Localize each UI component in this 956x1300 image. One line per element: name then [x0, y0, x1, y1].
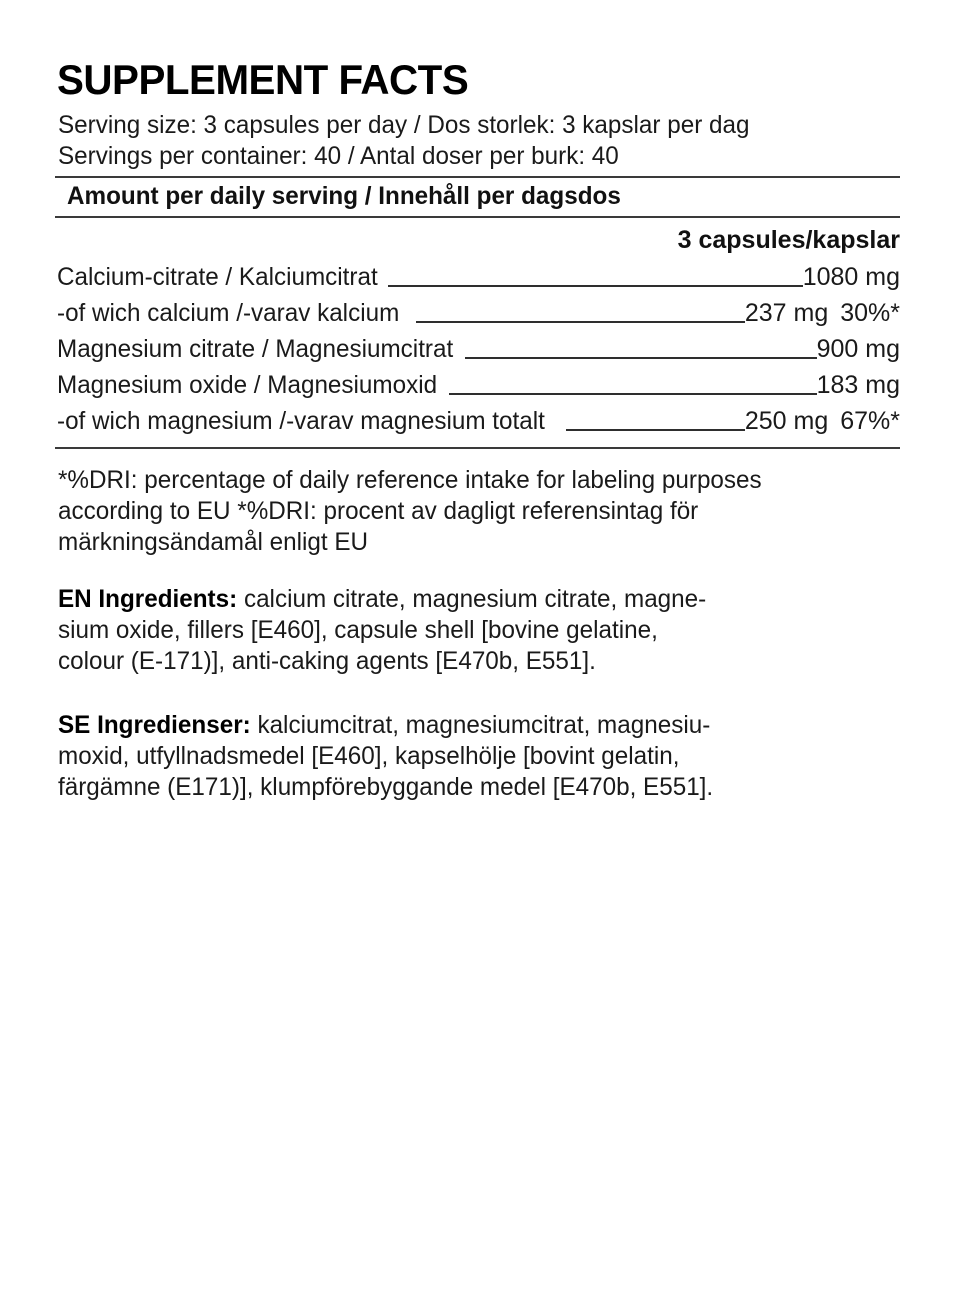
ingredients-se-label: SE Ingredienser:	[58, 711, 251, 739]
serving-size-line: Serving size: 3 capsules per day / Dos storlek: 3 kapslar per dag	[58, 111, 750, 139]
dri-footnote-line: according to EU *%DRI: procent av dagligt referensintag för	[58, 497, 699, 525]
dri-footnote	[58, 465, 910, 558]
table-row	[57, 401, 900, 437]
ingredients-en-line: sium oxide, fillers [E460], capsule shell [bovine gelatine,	[58, 616, 658, 644]
nutrition-table	[57, 224, 900, 437]
nutrient-name: Magnesium oxide / Magnesiumoxid	[57, 371, 438, 399]
ingredients-en-label: EN Ingredients:	[58, 585, 238, 613]
ingredients-se-line	[58, 710, 884, 741]
dri-footnote-line: *%DRI: percentage of daily reference intake for labeling purposes	[58, 466, 762, 494]
ingredients-se	[58, 710, 910, 803]
amount-per-serving-header	[55, 176, 900, 218]
nutrient-name: -of wich calcium /-varav kalcium	[57, 299, 400, 327]
nutrient-amount: 900 mg	[816, 335, 900, 363]
ingredients-en	[58, 584, 910, 677]
nutrient-dri-percent: 67%*	[840, 407, 900, 435]
table-row	[57, 365, 900, 401]
table-column-header: 3 capsules/kapslar	[677, 226, 900, 254]
nutrient-dri-percent: 30%*	[840, 299, 900, 327]
dri-footnote-line: märkningsändamål enligt EU	[58, 528, 369, 556]
leader-line	[449, 392, 817, 395]
ingredients-se-text: kalciumcitrat, magnesiumcitrat, magnesiu-	[250, 711, 711, 739]
serving-info	[58, 110, 908, 172]
leader-line	[416, 320, 745, 323]
nutrient-name: Magnesium citrate / Magnesiumcitrat	[57, 335, 454, 363]
table-row	[57, 293, 900, 329]
amount-per-serving-label: Amount per daily serving / Innehåll per dagsdos	[67, 182, 621, 210]
table-bottom-divider	[55, 447, 900, 449]
ingredients-se-line: moxid, utfyllnadsmedel [E460], kapselhölje [bovint gelatin,	[58, 742, 680, 770]
leader-line	[388, 284, 803, 287]
nutrient-name: Calcium-citrate / Kalciumcitrat	[57, 263, 378, 291]
ingredients-se-line: färgämne (E171)], klumpförebyggande medel [E470b, E551].	[58, 773, 714, 801]
ingredients-en-line	[58, 584, 884, 615]
leader-line	[566, 428, 745, 431]
ingredients-en-line: colour (E-171)], anti-caking agents [E470b, E551].	[58, 647, 596, 675]
table-row	[57, 257, 900, 293]
nutrient-amount: 250 mg	[744, 407, 829, 435]
nutrient-amount: 1080 mg	[802, 263, 900, 291]
nutrient-name: -of wich magnesium /-varav magnesium totalt	[57, 407, 545, 435]
table-row	[57, 329, 900, 365]
page-title: SUPPLEMENT FACTS	[57, 56, 469, 103]
nutrient-amount: 237 mg	[744, 299, 829, 327]
ingredients-en-text: calcium citrate, magnesium citrate, magne-	[237, 585, 707, 613]
servings-per-container-line: Servings per container: 40 / Antal doser per burk: 40	[58, 142, 619, 170]
nutrient-amount: 183 mg	[816, 371, 900, 399]
leader-line	[465, 356, 816, 359]
